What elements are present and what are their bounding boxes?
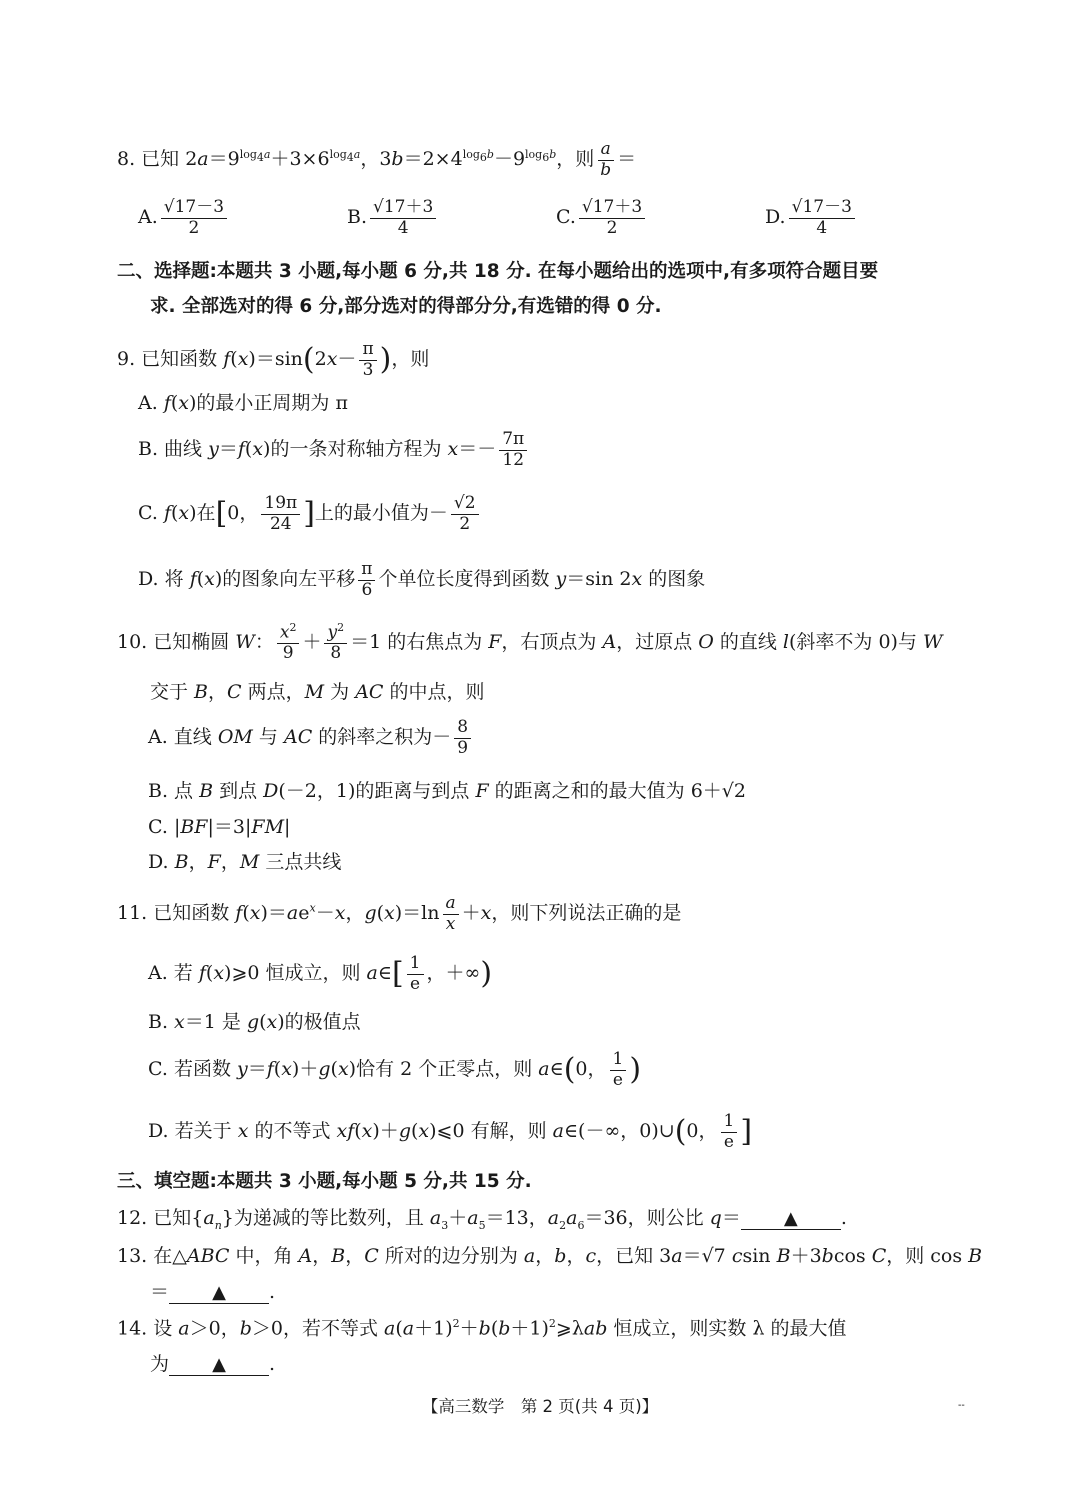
q14-answer-blank[interactable] xyxy=(169,1354,269,1376)
q10-option-d: D. B，F，M 三点共线 xyxy=(148,851,342,873)
q13-stem2: ＝ ▲ . xyxy=(150,1281,276,1303)
q8-option-b: B. $\frac{√17+3}{4}$ xyxy=(347,198,439,238)
q8-option-d: D. $\frac{√17-3}{4}$ xyxy=(765,198,858,238)
q10-option-c: C. |BF|＝3|FM| xyxy=(148,816,291,838)
q10-stem: 10. 已知椭圆 W： $\frac{x^2}{9}$ ＋ $\frac{y^2}{8}$ ＝1 的右焦点为 F，右顶点为 A，过原点 O 的直线 l(斜率不为 0)与 W xyxy=(117,621,943,664)
q8-option-c: C. $\frac{√17+3}{2}$ xyxy=(556,198,648,238)
q13-answer-blank[interactable] xyxy=(169,1282,269,1304)
q12-answer-blank[interactable] xyxy=(741,1208,841,1230)
q8-stem: 8. 已知 $2a=9^{log_4a}+3\times 6^{log_4a}$，$3b=2\times 4^{log_6b}-9^{log_6b}$，则 $\frac{a}{b}$ ＝ xyxy=(117,139,637,180)
q13-stem: 13. 在△ABC 中，角 A，B，C 所对的边分别为 a，b，c，已知 3a＝√7 csin B＋3bcos C，则 cos B xyxy=(117,1245,983,1267)
q10-option-b: B. 点 B 到点 D(－2，1)的距离与到点 F 的距离之和的最大值为 6＋√2 xyxy=(148,780,746,802)
q9-option-d: D. 将 f(x)的图象向左平移 $\frac{\pi}{6}$ 个单位长度得到函数 y＝sin 2x 的图象 xyxy=(138,559,706,600)
q11-stem: 11. 已知函数 $f(x)=ae^x-x$，g(x)＝ln $\frac{a}{x}$ ＋x，则下列说法正确的是 xyxy=(117,893,682,934)
q11-option-b: B. x＝1 是 g(x)的极值点 xyxy=(148,1011,361,1033)
page-footer: 【高三数学 第 2 页(共 4 页)】 xyxy=(421,1397,659,1416)
section3-title: 三、填空题:本题共 3 小题,每小题 5 分,共 15 分. xyxy=(117,1171,532,1192)
q11-option-c: C. 若函数 y＝f(x)＋g(x)恰有 2 个正零点，则 a∈(0， $\frac{1}{e}$ ) xyxy=(148,1049,642,1090)
q11-option-a: A. 若 f(x)⩾0 恒成立，则 a∈[ $\frac{1}{e}$ ，＋∞) xyxy=(148,953,493,994)
blank-triangle-icon: ▲ xyxy=(212,1354,226,1375)
q14-stem2: 为 ▲ . xyxy=(150,1353,276,1375)
q12-stem: 12. 已知$\{a_n\}$为递减的等比数列，且 $a_3+a_5=13$，$a_2a_6=36$，则公比 q＝ ▲ . xyxy=(117,1207,847,1232)
q9-option-b: B. 曲线 y＝f(x)的一条对称轴方程为 x＝－ $\frac{7\pi}{12}$ xyxy=(138,430,530,470)
corner-mark: -- xyxy=(958,1400,965,1411)
blank-triangle-icon: ▲ xyxy=(212,1282,226,1303)
section2-line2: 求. 全部选对的得 6 分,部分选对的得部分分,有选错的得 0 分. xyxy=(150,296,662,317)
q9-option-c: C. f(x)在[0， $\frac{19\pi}{24}$ ]上的最小值为－ $\frac{√2}{2}$ xyxy=(138,494,482,534)
q9-stem: 9. 已知函数 f(x)＝sin(2x－ $\frac{\pi}{3}$ )，则 xyxy=(117,339,430,380)
q14-stem: 14. 设 a＞0，b＞0，若不等式 $a(a+1)^2+b(b+1)^2⩾\lambda ab$ 恒成立，则实数 λ 的最大值 xyxy=(117,1317,847,1340)
q8-option-a: A. $\frac{√17-3}{2}$ xyxy=(138,198,230,238)
q9-option-a: A. f(x)的最小正周期为 π xyxy=(138,392,348,414)
blank-triangle-icon: ▲ xyxy=(783,1208,798,1229)
section2-line1: 二、选择题:本题共 3 小题,每小题 6 分,共 18 分. 在每小题给出的选项中,有多项符合题目要 xyxy=(117,261,879,282)
q10-stem2: 交于 B，C 两点，M 为 AC 的中点，则 xyxy=(150,681,485,703)
q10-option-a: A. 直线 OM 与 AC 的斜率之积为－ $\frac{8}{9}$ xyxy=(148,718,474,758)
q11-option-d: D. 若关于 x 的不等式 xf(x)＋g(x)⩽0 有解，则 a∈(－∞，0)∪(0， $\frac{1}{e}$ ] xyxy=(148,1111,753,1152)
